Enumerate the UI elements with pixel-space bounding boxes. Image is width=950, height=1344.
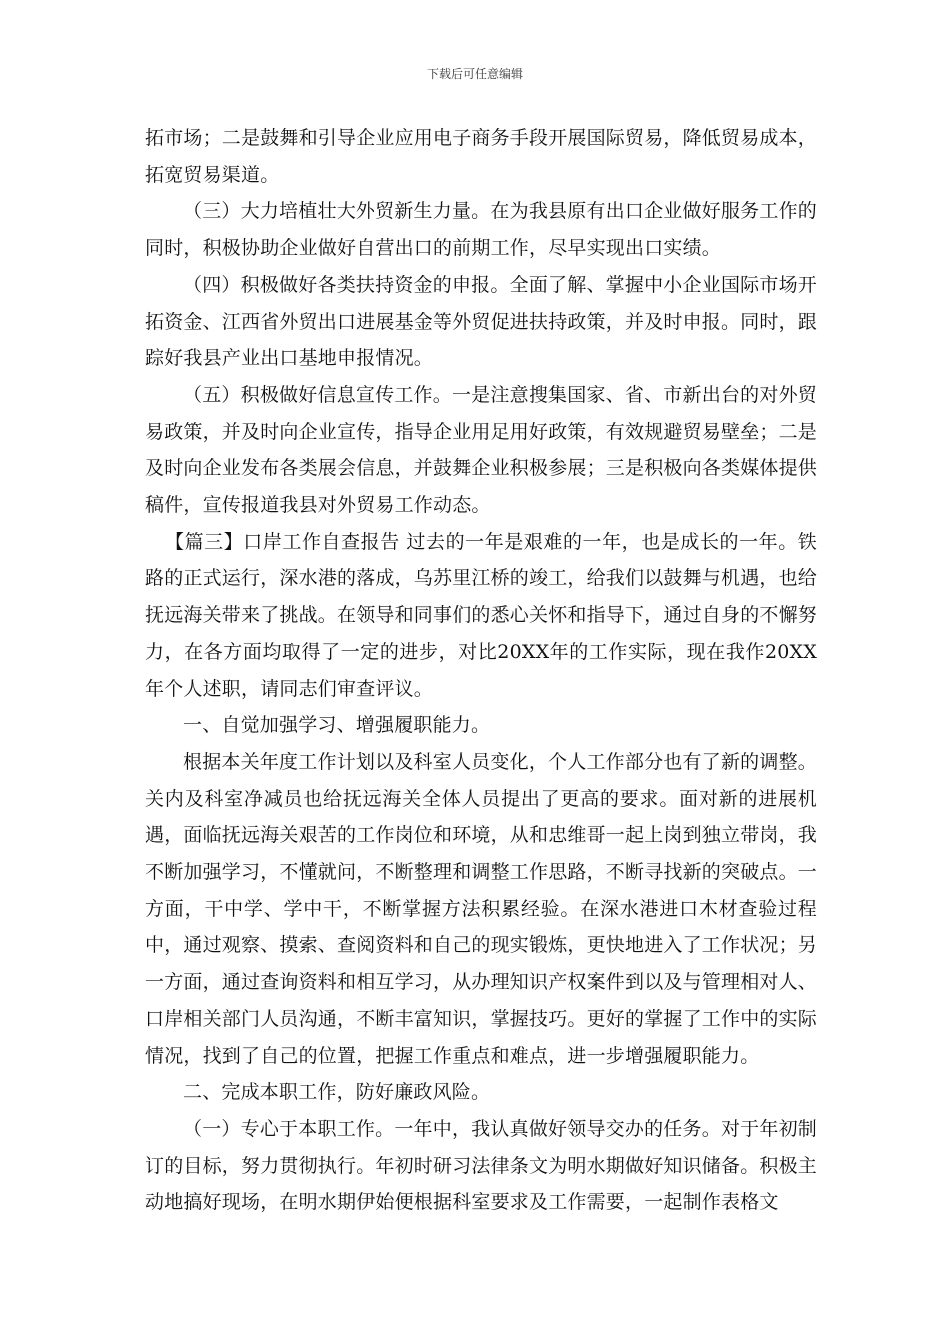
paragraph-9: （一）专心于本职工作。一年中，我认真做好领导交办的任务。对于年初制订的目标，努力贯彻执行。年初时研习法律条文为明水期做好知识储备。积极主动地搞好现场，在明水期伊始便根据科室要求及工作需要，一起制作表格文 bbox=[145, 1117, 818, 1214]
section-heading-1: 一、自觉加强学习、增强履职能力。 bbox=[183, 714, 491, 737]
document-body bbox=[145, 120, 817, 1221]
paragraph-4: （五）积极做好信息宣传工作。一是注意搜集国家、省、市新出台的对外贸易政策，并及时向企业宣传，指导企业用足用好政策，有效规避贸易壁垒；二是及时向企业发布各类展会信息，并鼓舞企业积极参展；三是积极向各类媒体提供稿件，宣传报道我县对外贸易工作动态。 bbox=[145, 383, 818, 517]
page-header: 下载后可任意编辑 bbox=[426, 67, 523, 81]
paragraph-1: 拓市场；二是鼓舞和引导企业应用电子商务手段开展国际贸易，降低贸易成本，拓宽贸易渠道。 bbox=[145, 127, 818, 186]
paragraph-3: （四）积极做好各类扶持资金的申报。全面了解、掌握中小企业国际市场开拓资金、江西省外贸出口进展基金等外贸促进扶持政策，并及时申报。同时，跟踪好我县产业出口基地申报情况。 bbox=[145, 273, 818, 370]
paragraph-7: 根据本关年度工作计划以及科室人员变化，个人工作部分也有了新的调整。关内及科室净减员也给抚远海关全体人员提出了更高的要求。面对新的进展机遇，面临抚远海关艰苦的工作岗位和环境，从和忠维哥一起上岗到独立带岗，我不断加强学习，不懂就问，不断整理和调整工作思路，不断寻找新的突破点。一方面，干中学、学中干，不断掌握方法积累经验。在深水港进口木材查验过程中，通过观察、摸索、查阅资料和自己的现实锻炼，更快地进入了工作状况；另一方面，通过查询资料和相互学习，从办理知识产权案件到以及与管理相对人、口岸相关部门人员沟通，不断丰富知识，掌握技巧。更好的掌握了工作中的实际情况，找到了自己的位置，把握工作重点和难点，进一步增强履职能力。 bbox=[145, 750, 818, 1067]
paragraph-2: （三）大力培植壮大外贸新生力量。在为我县原有出口企业做好服务工作的同时，积极协助企业做好自营出口的前期工作，尽早实现出口实绩。 bbox=[145, 200, 817, 260]
section-heading-2: 二、完成本职工作，防好廉政风险。 bbox=[183, 1081, 491, 1104]
paragraph-5: 【篇三】口岸工作自查报告 过去的一年是艰难的一年，也是成长的一年。铁路的正式运行，深水港的落成，乌苏里江桥的竣工，给我们以鼓舞与机遇，也给抚远海关带来了挑战。在领导和同事们的悉心关怀和指导下，通过自身的不懈努力，在各方面均取得了一定的进步，对比20XX年的工作实际，现在我作20XX年个人述职，请同志们审查评议。 bbox=[145, 530, 818, 700]
